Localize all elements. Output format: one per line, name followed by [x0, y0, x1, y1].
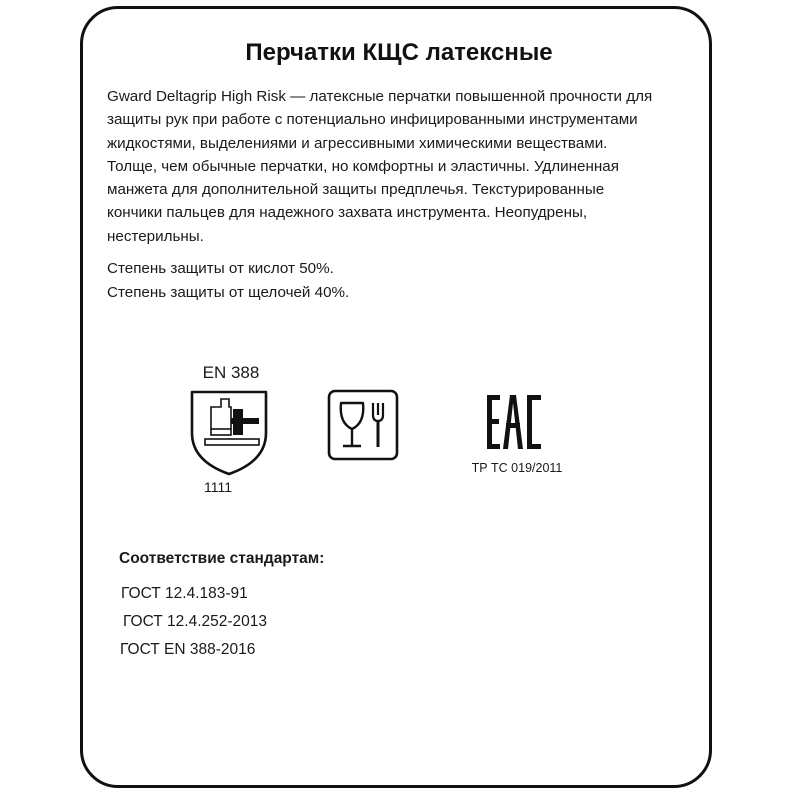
en388-code: 1111	[203, 479, 233, 495]
standards-title: Соответствие стандартам:	[119, 550, 325, 567]
product-title: Перчатки КЩС латексные	[245, 39, 553, 66]
product-description	[107, 85, 699, 248]
description-line: манжета для дополнительной защиты предплечья. Текстурированные	[107, 181, 605, 199]
standard-item: ГОСТ 12.4.183-91	[121, 585, 248, 602]
description-line: кончики пальцев для надежного захвата инструмента. Неопудрены,	[107, 204, 588, 222]
eac-caption: ТР ТС 019/2011	[471, 461, 563, 475]
product-card	[80, 6, 712, 788]
food-contact-glass-fork-icon	[327, 389, 399, 461]
mechanical-hazard-shield-icon	[189, 389, 269, 477]
standard-item: ГОСТ 12.4.252-2013	[123, 613, 268, 630]
alkali-protection: Степень защиты от щелочей 40%.	[107, 284, 350, 301]
standard-item: ГОСТ EN 388-2016	[120, 641, 256, 658]
description-line: жидкостями, выделениями и агрессивными химическими веществами.	[107, 134, 608, 152]
en388-label: EN 388	[202, 363, 260, 382]
description-line: нестерильны.	[107, 227, 204, 245]
acid-protection: Степень защиты от кислот 50%.	[107, 260, 334, 277]
description-line: Gward Deltagrip High Risk — латексные перчатки повышенной прочности для	[107, 88, 653, 105]
eac-mark-icon	[485, 393, 543, 451]
description-line: защиты рук при работе с потенциально инфицированными инструментами	[107, 111, 638, 129]
description-line: Толще, чем обычные перчатки, но комфортны и эластичны. Удлиненная	[107, 157, 619, 175]
